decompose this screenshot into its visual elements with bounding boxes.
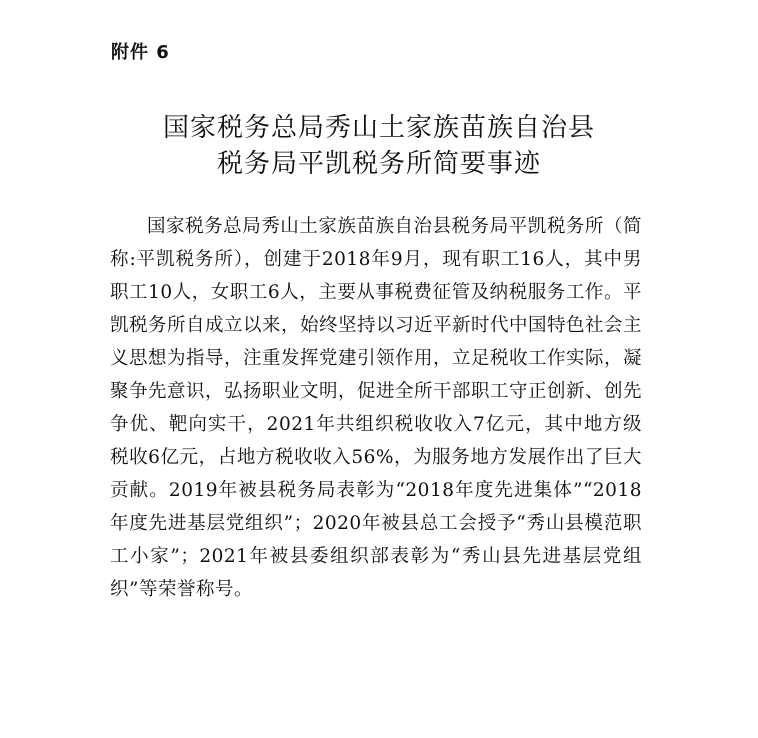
attachment-label: 附件 6 — [111, 42, 170, 63]
document-title-line-2: 税务局平凯税务所简要事迹 — [216, 149, 541, 179]
body-paragraph: 国家税务总局秀山土家族苗族自治县税务局平凯税务所（简称:平凯税务所），创建于2018年9月，现有职工16人，其中男职工10人，女职工6人，主要从事税费征管及纳税服务工作。平凯税务所自成立以来，始终坚持以习近平新时代中国特色社会主义思想为指导，注重发挥党建引领作用，立足税收工作实际，凝聚争先意识，弘扬职业文明，促进全所干部职工守正创新、创先争优、靶向实干，2021年共组织税收收入7亿元，其中地方级税收6亿元，占地方税收收入56%，为服务地方发展作出了巨大贡献。2019年被县税务局表彰为“2018年度先进集体”“2018年度先进基层党组织”；2020年被县总工会授予“秀山县模范职工小家”；2021年被县委组织部表彰为“秀山县先进基层党组织”等荣誉称号。 — [110, 216, 643, 600]
document-title-line-1: 国家税务总局秀山土家族苗族自治县 — [162, 113, 595, 143]
